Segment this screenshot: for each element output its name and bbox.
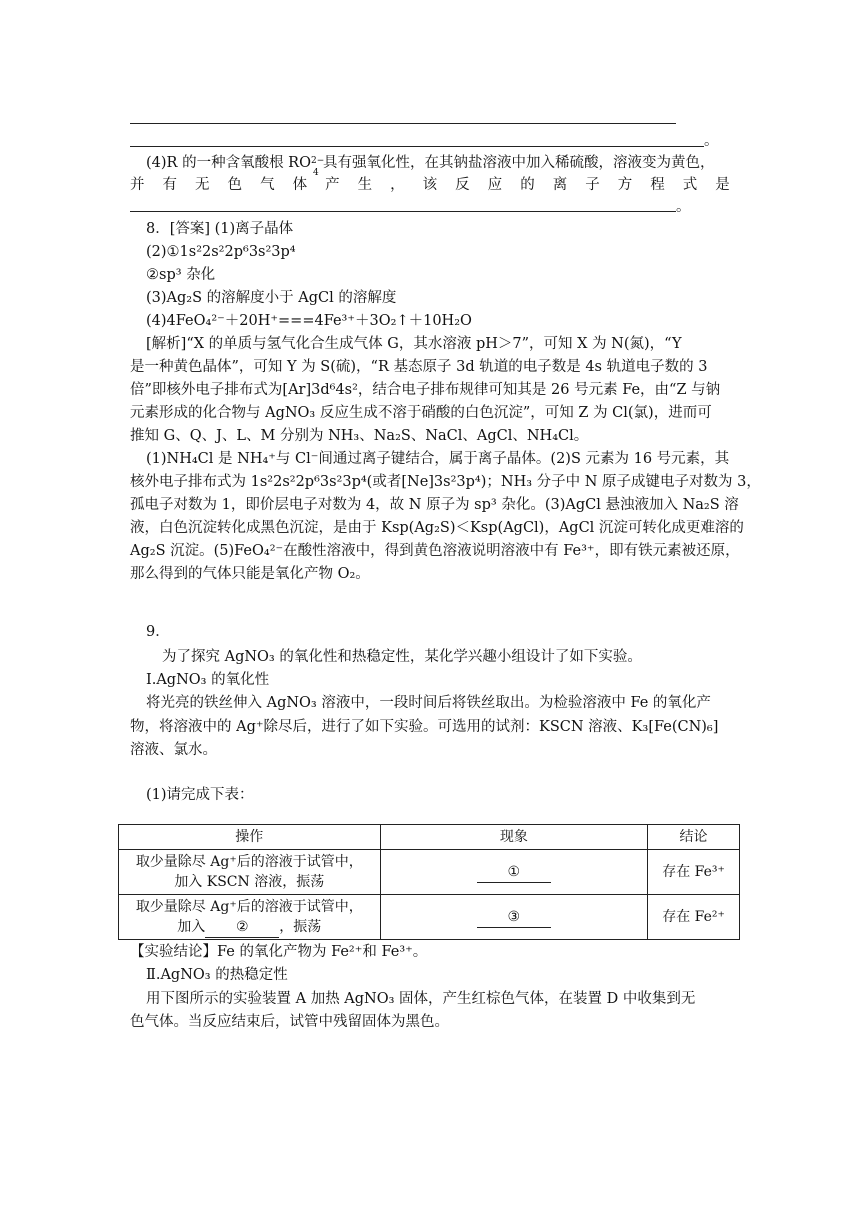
analysis-line: 倍”即核外电子排布式为[Ar]3d⁶4s²，结合电子排布规律可知其是 26 号元素 Fe，由“Z 与钠 bbox=[130, 382, 721, 398]
spread-char: 并 bbox=[130, 177, 145, 193]
answer-blank-line bbox=[130, 123, 676, 124]
spread-char: 式 bbox=[682, 177, 698, 193]
answer-4: (4)4FeO₄²⁻＋20H⁺===4Fe³⁺＋3O₂↑＋10H₂O bbox=[146, 313, 472, 329]
answer-2-2: ②sp³ 杂化 bbox=[146, 267, 216, 283]
spread-char: 无 bbox=[195, 177, 210, 193]
period: 。 bbox=[704, 133, 719, 149]
answer-blank[interactable]: ③ bbox=[477, 907, 551, 928]
operation-text: 取少量除尽 Ag⁺后的溶液于试管中， bbox=[135, 898, 363, 915]
section-heading: Ⅱ.AgNO₃ 的热稳定性 bbox=[146, 967, 288, 983]
table-row bbox=[119, 850, 740, 895]
table-header: 结论 bbox=[648, 825, 740, 850]
analysis-line: 那么得到的气体只能是氧化产物 O₂。 bbox=[130, 566, 370, 582]
spread-char: 有 bbox=[162, 177, 178, 193]
q7-part4-line2 bbox=[130, 174, 730, 196]
operation-cell bbox=[119, 850, 381, 895]
spread-char: 程 bbox=[650, 177, 665, 193]
conclusion-cell: 存在 Fe³⁺ bbox=[648, 850, 740, 895]
analysis-line: 液，白色沉淀转化成黑色沉淀，是由于 Ksp(Ag₂S)＜Ksp(AgCl)，AgCl 沉淀可转化成更难溶的 bbox=[130, 520, 744, 536]
experiment-table bbox=[118, 824, 740, 940]
q7-part4-line1: (4)R 的一种含氧酸根 RO 2− 4 具有强氧化性，在其钠盐溶液中加入稀硫酸，溶液变为黄色， bbox=[146, 155, 715, 178]
operation-text: 加入 KSCN 溶液，振荡 bbox=[174, 874, 325, 890]
spread-char: 生 bbox=[357, 177, 373, 193]
spread-char: 应 bbox=[487, 177, 503, 193]
answer-heading: 8．[答案] (1)离子晶体 bbox=[146, 221, 294, 237]
spread-char: 是 bbox=[715, 177, 730, 193]
q9-intro: 为了探究 AgNO₃ 的氧化性和热稳定性，某化学兴趣小组设计了如下实验。 bbox=[162, 649, 642, 665]
analysis-line: [解析]“X 的单质与氢气化合生成气体 G，其水溶液 pH＞7”，可知 X 为 N(氮)，“Y bbox=[146, 336, 682, 352]
q9-task: (1)请完成下表： bbox=[146, 787, 254, 803]
q9-desc: 物，将溶液中的 Ag⁺除尽后，进行了如下实验。可选用的试剂：KSCN 溶液、K₃[Fe(CN)₆] bbox=[130, 719, 719, 735]
phenomenon-cell bbox=[380, 850, 648, 895]
answer-blank-line bbox=[130, 211, 676, 212]
answer-2-1: (2)①1s²2s²2p⁶3s²3p⁴ bbox=[146, 244, 296, 260]
analysis-line: Ag₂S 沉淀。(5)FeO₄²⁻在酸性溶液中，得到黄色溶液说明溶液中有 Fe³⁺，即有铁元素被还原， bbox=[130, 543, 740, 559]
analysis-line: 核外电子排布式为 1s²2s²2p⁶3s²3p⁴(或者[Ne]3s²3p⁴)；NH₃ 分子中 N 原子成键电子对数为 3， bbox=[130, 474, 761, 490]
spread-char: 色 bbox=[227, 177, 243, 193]
operation-cell bbox=[119, 895, 381, 940]
phenomenon-cell bbox=[380, 895, 648, 940]
spread-char: ， bbox=[390, 177, 405, 193]
table-header: 现象 bbox=[380, 825, 648, 850]
answer-blank[interactable]: ① bbox=[477, 862, 551, 883]
period: 。 bbox=[676, 199, 691, 215]
conclusion-cell: 存在 Fe²⁺ bbox=[648, 895, 740, 940]
answer-3: (3)Ag₂S 的溶解度小于 AgCl 的溶解度 bbox=[146, 290, 397, 306]
spread-char: 反 bbox=[455, 177, 470, 193]
analysis-line: 孤电子对数为 1，即价层电子对数为 4，故 N 原子为 sp³ 杂化。(3)AgCl 悬浊液加入 Na₂S 溶 bbox=[130, 497, 739, 513]
answer-blank[interactable]: ② bbox=[205, 917, 279, 938]
section-heading: Ⅰ.AgNO₃ 的氧化性 bbox=[146, 672, 270, 688]
table-header-row bbox=[119, 825, 740, 850]
analysis-line: (1)NH₄Cl 是 NH₄⁺与 Cl⁻间通过离子键结合，属于离子晶体。(2)S 元素为 16 号元素，其 bbox=[146, 451, 730, 467]
analysis-line: 是一种黄色晶体”，可知 Y 为 S(硫)，“R 基态原子 3d 轨道的电子数是 4s 轨道电子数的 3 bbox=[130, 359, 708, 375]
table-header: 操作 bbox=[119, 825, 381, 850]
q9-desc: 将光亮的铁丝伸入 AgNO₃ 溶液中，一段时间后将铁丝取出。为检验溶液中 Fe 的氧化产 bbox=[146, 695, 711, 711]
spread-char: 产 bbox=[325, 177, 340, 193]
operation-text: 加入 ② ，振荡 bbox=[120, 917, 379, 938]
operation-text: 取少量除尽 Ag⁺后的溶液于试管中， bbox=[135, 854, 363, 870]
analysis-line: 推知 G、Q、J、L、M 分别为 NH₃、Na₂S、NaCl、AgCl、NH₄Cl。 bbox=[130, 428, 589, 444]
q9-desc: 色气体。当反应结束后，试管中残留固体为黑色。 bbox=[130, 1014, 449, 1030]
table-row bbox=[119, 895, 740, 940]
q9-desc: 溶液、氯水。 bbox=[130, 742, 217, 758]
spread-char: 子 bbox=[585, 177, 600, 193]
spread-char: 方 bbox=[617, 177, 633, 193]
spread-char: 离 bbox=[552, 177, 568, 193]
answer-blank-line bbox=[130, 146, 704, 147]
spread-char: 气 bbox=[260, 177, 275, 193]
spread-char: 的 bbox=[520, 177, 535, 193]
question-number: 9． bbox=[146, 624, 170, 640]
experiment-conclusion: 【实验结论】Fe 的氧化产物为 Fe²⁺和 Fe³⁺。 bbox=[130, 944, 428, 960]
q9-desc: 用下图所示的实验装置 A 加热 AgNO₃ 固体，产生红棕色气体，在装置 D 中收集到无 bbox=[146, 991, 696, 1007]
analysis-line: 元素形成的化合物与 AgNO₃ 反应生成不溶于硝酸的白色沉淀”，可知 Z 为 Cl(氯)，进而可 bbox=[130, 405, 712, 421]
spread-char: 该 bbox=[422, 177, 438, 193]
spread-char: 体 bbox=[292, 177, 308, 193]
